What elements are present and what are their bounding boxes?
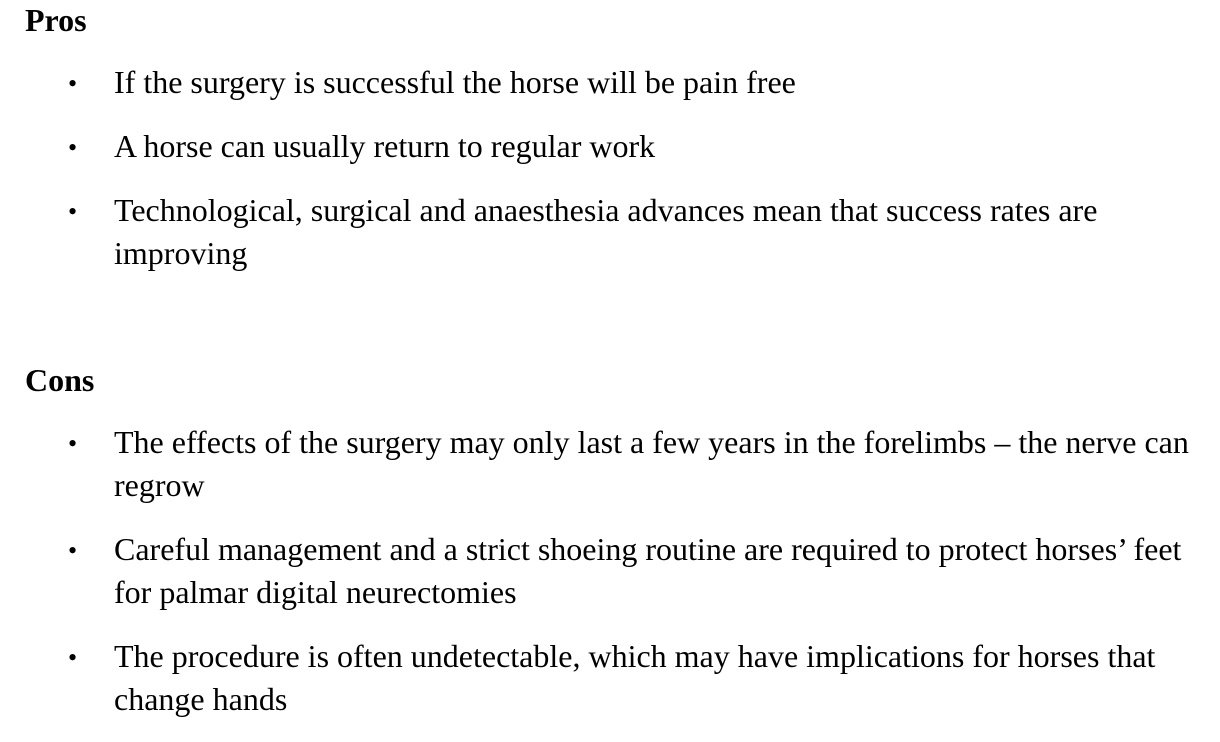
cons-list: [0, 421, 1220, 742]
list-item-text: Careful management and a strict shoeing routine are required to protect horses’ feet for palmar digital neurectomies: [114, 531, 1182, 610]
bullet-icon: •: [68, 133, 78, 162]
list-item-text: A horse can usually return to regular work: [114, 128, 656, 164]
list-item: [0, 189, 1220, 275]
list-item: [0, 125, 1220, 168]
list-item: [0, 421, 1220, 507]
bullet-icon: •: [68, 429, 78, 458]
list-item: [0, 528, 1220, 614]
pros-heading: Pros: [25, 2, 87, 38]
list-item-text: If the surgery is successful the horse will be pain free: [114, 64, 796, 100]
bullet-icon: •: [68, 643, 78, 672]
list-item-text: Technological, surgical and anaesthesia advances mean that success rates are improving: [114, 192, 1098, 271]
list-item-text: The procedure is often undetectable, which may have implications for horses that change hands: [114, 638, 1156, 717]
pros-list: [0, 61, 1220, 296]
list-item: [0, 61, 1220, 104]
list-item-text: The effects of the surgery may only last a few years in the forelimbs – the nerve can regrow: [114, 424, 1189, 503]
bullet-icon: •: [68, 197, 78, 226]
bullet-icon: •: [68, 69, 78, 98]
cons-heading: Cons: [25, 362, 95, 398]
list-item: [0, 635, 1220, 721]
bullet-icon: •: [68, 536, 78, 565]
